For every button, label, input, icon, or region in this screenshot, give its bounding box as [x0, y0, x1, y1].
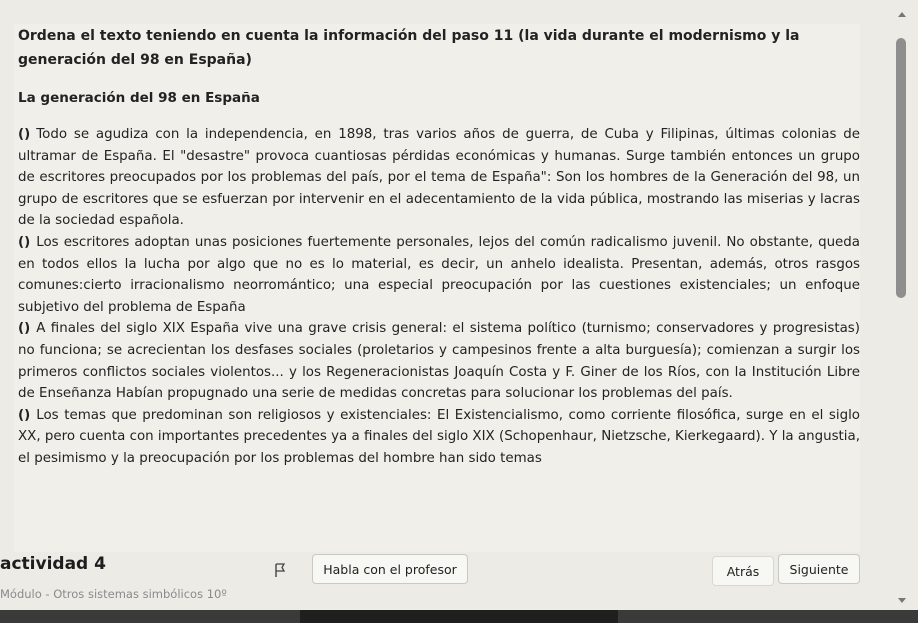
module-label: Módulo - Otros sistemas simbólicos 10º — [0, 587, 227, 601]
bottom-bar — [0, 610, 918, 623]
order-marker[interactable]: () — [18, 321, 31, 337]
bottom-bar-highlight — [300, 610, 618, 623]
next-button[interactable]: Siguiente — [778, 554, 860, 584]
scroll-up-icon[interactable] — [898, 12, 906, 17]
paragraph-2 — [18, 232, 860, 318]
instruction-text: Ordena el texto teniendo en cuenta la información del paso 11 (la vida durante el modernismo y la generación del 98 en España) — [18, 28, 800, 68]
scrollbar-thumb[interactable] — [896, 38, 906, 298]
order-marker[interactable]: () — [18, 234, 31, 250]
paragraph-text: Los escritores adoptan unas posiciones fuertemente personales, lejos del común radicalismo juvenil. No obstante, queda en todos ellos la lucha por algo que no es lo material, es decir, un anhelo idealista. Presentan, además, otros rasgos comunes:cierto irracionalismo neorromántico; una especial preocupación por las cuestiones existenciales; un enfoque subjetivo del problema de España — [18, 234, 860, 315]
reading-panel — [14, 24, 860, 552]
paragraph-text: Los temas que predominan son religiosos y existenciales: El Existencialismo, como corriente filosófica, surge en el siglo XX, pero cuenta con importantes precedentes ya a finales del siglo XIX (Schopenhaur, Nietzsche, Kierkegaard). Y la angustia, el pesimismo y la preocupación por los problemas del hombre han sido temas — [18, 407, 860, 466]
activity-title: actividad 4 — [0, 554, 106, 574]
paragraph-4 — [18, 405, 860, 470]
back-button[interactable]: Atrás — [712, 556, 774, 586]
paragraph-text: A finales del siglo XIX España vive una grave crisis general: el sistema político (turnismo; conservadores y progresistas) no funciona; se acrecientan los desfases sociales (proletarios y campesinos frente a alta burguesía); comienzan a surgir los primeros conflictos sociales violentos... y los Regeneracionistas Joaquín Costa y F. Giner de los Ríos, con la Institución Libre de Enseñanza Habían propugnado una serie de medidas concretas para solucionar los problemas del país. — [18, 321, 860, 402]
order-marker[interactable]: () — [18, 127, 31, 142]
paragraph-1 — [18, 124, 860, 232]
paragraph-3 — [18, 318, 860, 404]
paragraph-text: Todo se agudiza con la independencia, en 1898, tras varios años de guerra, de Cuba y Filipinas, últimas colonias de ultramar de España. El "desastre" provoca cuantiosas pérdidas económicas y humanas. Surge también entonces un grupo de escritores preocupados por los problemas del país, por el tema de España": Son los hombres de la Generación del 98, un grupo de escritores que se esfuerzan por intervenir en el adecentamiento de la vida pública, mostrando las miserias y lacras de la sociedad española. — [18, 127, 860, 229]
talk-to-teacher-button[interactable]: Habla con el profesor — [312, 554, 468, 584]
order-marker[interactable]: () — [18, 407, 31, 423]
scroll-down-icon[interactable] — [898, 598, 906, 603]
activity-footer — [0, 548, 890, 608]
section-title: La generación del 98 en España — [18, 90, 260, 106]
flag-icon[interactable] — [270, 560, 290, 580]
